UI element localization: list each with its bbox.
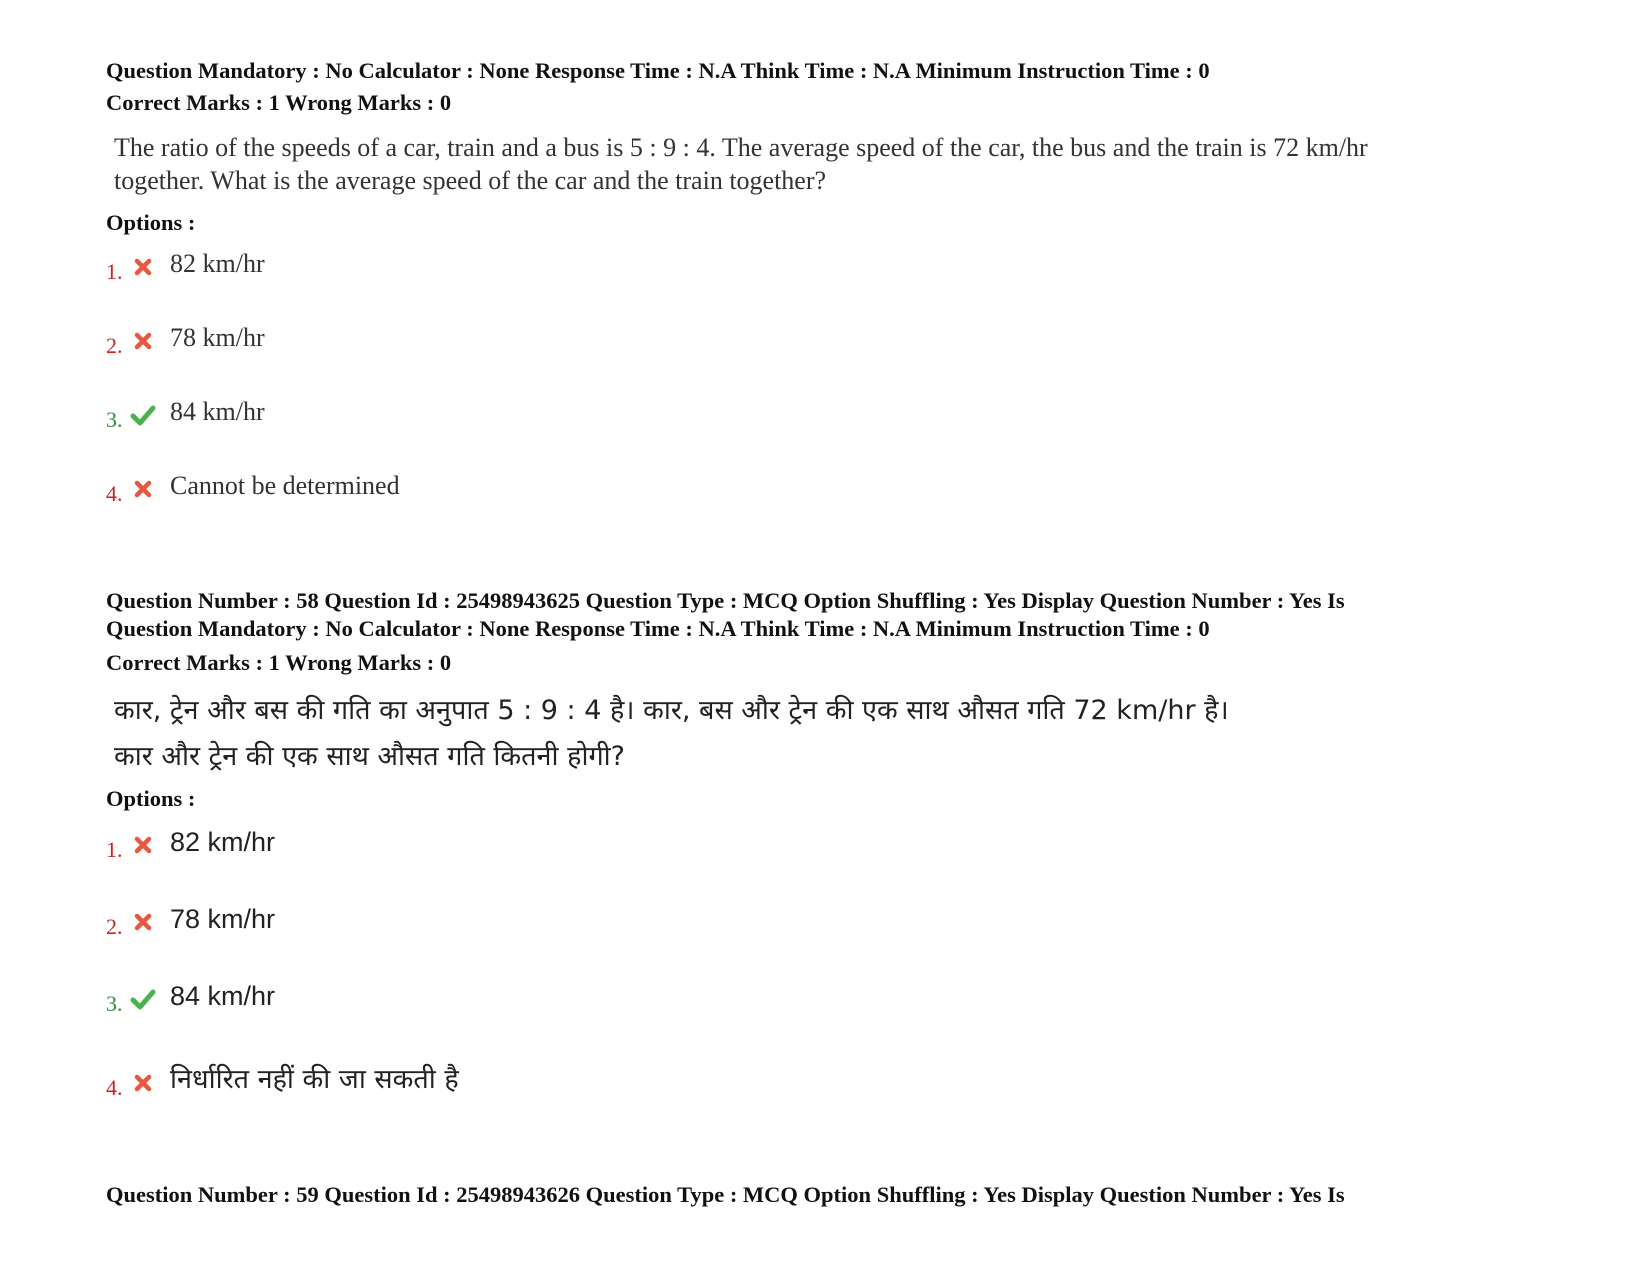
q58-header-line: Question Number : 58 Question Id : 25498943625 Question Type : MCQ Option Shuffling : Yes Display Question Number : Yes Is xyxy=(106,588,1345,613)
q58-options-label: Options : xyxy=(106,786,196,811)
cross-icon xyxy=(130,909,156,935)
q57-meta-line1: Question Mandatory : No Calculator : None Response Time : N.A Think Time : N.A Minimum Instruction Time : 0 xyxy=(106,58,1210,83)
option-text: Cannot be determined xyxy=(170,471,400,500)
option-text: 84 km/hr xyxy=(170,397,265,426)
cross-icon xyxy=(130,832,156,858)
q57-question-line2: together. What is the average speed of the car and the train together? xyxy=(114,166,827,195)
q58-question-line1: कार, ट्रेन और बस की गति का अनुपात 5 : 9 : 4 है। कार, बस और ट्रेन की एक साथ औसत गति 72 km/hr है। xyxy=(114,695,1229,726)
option-text: 82 km/hr xyxy=(170,827,276,857)
option-number: 4. xyxy=(106,481,123,506)
cross-icon xyxy=(130,1070,156,1096)
cross-icon xyxy=(130,476,156,502)
option-text: निर्धारित नहीं की जा सकती है xyxy=(170,1064,459,1095)
check-icon xyxy=(130,402,156,428)
cross-icon xyxy=(130,254,156,280)
q59-header-line: Question Number : 59 Question Id : 25498943626 Question Type : MCQ Option Shuffling : Yes Display Question Number : Yes Is xyxy=(106,1182,1345,1207)
q57-marks-line: Correct Marks : 1 Wrong Marks : 0 xyxy=(106,90,452,115)
q57-options-label: Options : xyxy=(106,210,196,235)
q58-meta-line1: Question Mandatory : No Calculator : None Response Time : N.A Think Time : N.A Minimum Instruction Time : 0 xyxy=(106,616,1210,641)
q57-question-text xyxy=(114,131,1554,197)
q58-question-text xyxy=(114,688,1574,780)
option-text: 78 km/hr xyxy=(170,904,276,934)
q57-question-line1: The ratio of the speeds of a car, train and a bus is 5 : 9 : 4. The average speed of the car, the bus and the train is 72 km/hr xyxy=(114,133,1368,162)
option-text: 82 km/hr xyxy=(170,249,265,278)
check-icon xyxy=(130,986,156,1012)
q58-marks-line: Correct Marks : 1 Wrong Marks : 0 xyxy=(106,650,452,675)
option-number: 3. xyxy=(106,991,123,1016)
option-number: 3. xyxy=(106,407,123,432)
option-number: 4. xyxy=(106,1075,123,1100)
option-number: 2. xyxy=(106,333,123,358)
option-number: 1. xyxy=(106,837,123,862)
cross-icon xyxy=(130,328,156,354)
option-text: 84 km/hr xyxy=(170,981,276,1011)
option-text: 78 km/hr xyxy=(170,323,265,352)
q58-question-line2: कार और ट्रेन की एक साथ औसत गति कितनी होगी? xyxy=(114,741,625,772)
option-number: 2. xyxy=(106,914,123,939)
option-number: 1. xyxy=(106,259,123,284)
